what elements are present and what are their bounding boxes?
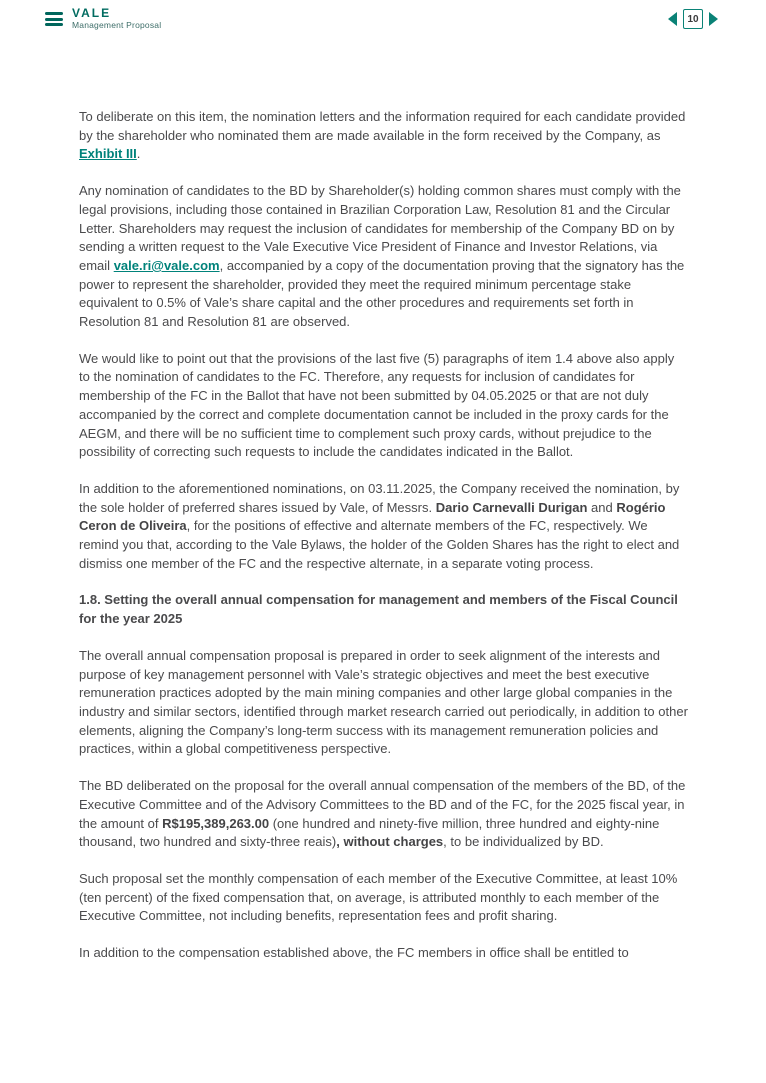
document-body <box>79 108 688 963</box>
page-nav <box>668 9 718 29</box>
paragraph: The overall annual compensation proposal is prepared in order to seek alignment of the interests and purpose of key management personnel with Vale’s strategic objectives and meet the best executive remuneration practices adopted by the main mining companies and other large global companies in the industry and similar sectors, identified through market research carried out periodically, in addition to other elements, aligning the Company’s long-term success with its management remuneration policies and practices, within a global competitiveness perspective. <box>79 647 688 757</box>
logo-subtitle: Management Proposal <box>72 20 162 31</box>
paragraph: In addition to the aforementioned nominations, on 03.11.2025, the Company received the nomination, by the sole holder of preferred shares issued by Vale, of Messrs. Dario Carnevalli Durigan and Rogério Ceron de Oliveira, for the positions of effective and alternate members of the FC, respectively. We remind you that, according to the Vale Bylaws, the holder of the Golden Shares has the right to elect and dismiss one member of the FC and the respective alternate, in a separate voting process. <box>79 480 680 571</box>
link[interactable]: vale.ri@vale.com <box>113 257 220 273</box>
hamburger-menu-icon[interactable] <box>45 12 63 26</box>
paragraph: Any nomination of candidates to the BD by Shareholder(s) holding common shares must comply with the legal provisions, including those contained in Brazilian Corporation Law, Resolution 81 and the Circular Letter. Shareholders may request the inclusion of candidates for membership of the Company BD on by sending a written request to the Vale Executive Vice President of Finance and Investor Relations, via email vale.ri@vale.com, accompanied by a copy of the documentation proving that the signatory has the power to represent the shareholder, provided they meet the required minimum percentage stake equivalent to 0.5% of Vale’s share capital and the other procedures and requirements set forth in Resolution 81 and Resolution 81 are observed. <box>79 183 685 330</box>
bold-text: , without charges <box>336 834 444 850</box>
link[interactable]: Exhibit III <box>79 146 137 162</box>
paragraph: We would like to point out that the provisions of the last five (5) paragraphs of item 1.4 above also apply to the nomination of candidates to the FC. Therefore, any requests for inclusion of candidates for membership of the FC in the Ballot that have not been submitted by 04.05.2025 or that are not duly accompanied by the correct and complete documentation cannot be included in the proxy cards for the AEGM, and there will be no sufficient time to complement such proxy cards, without prejudice to the possibility of correcting such requests to include the candidates indicated in the Ballot. <box>79 350 675 460</box>
section-heading: 1.8. Setting the overall annual compensation for management and members of the Fiscal Council for the year 2025 <box>79 592 678 627</box>
page-number-badge: 10 <box>683 9 703 29</box>
app-header <box>0 0 766 38</box>
paragraph: The BD deliberated on the proposal for the overall annual compensation of the members of the BD, of the Executive Committee and of the Advisory Committees to the BD and of the FC, for the 2025 fiscal year, in the amount of R$195,389,263.00 (one hundred and ninety-five million, three hundred and eighty-nine thousand, two hundred and sixty-three reais), without charges, to be individualized by BD. <box>79 778 686 850</box>
logo-text: VALE <box>72 6 112 21</box>
bold-text: Rogério Ceron de Oliveira <box>79 499 666 534</box>
paragraph: To deliberate on this item, the nomination letters and the information required for each candidate provided by the shareholder who nominated them are made available in the form received by the Company, as Exhibit III. <box>79 109 686 162</box>
next-page-icon[interactable] <box>709 12 718 26</box>
document-page <box>79 108 688 981</box>
bold-text: Dario Carnevalli Durigan <box>435 499 588 515</box>
vale-logo <box>72 7 161 31</box>
paragraph: Such proposal set the monthly compensation of each member of the Executive Committee, at least 10% (ten percent) of the fixed compensation that, on average, is attributed monthly to each member of the Executive Committee, not including benefits, representation fees and profit sharing. <box>79 870 678 924</box>
paragraph: In addition to the compensation established above, the FC members in office shall be entitled to <box>79 945 629 961</box>
bold-text: R$195,389,263.00 <box>162 815 270 831</box>
prev-page-icon[interactable] <box>668 12 677 26</box>
